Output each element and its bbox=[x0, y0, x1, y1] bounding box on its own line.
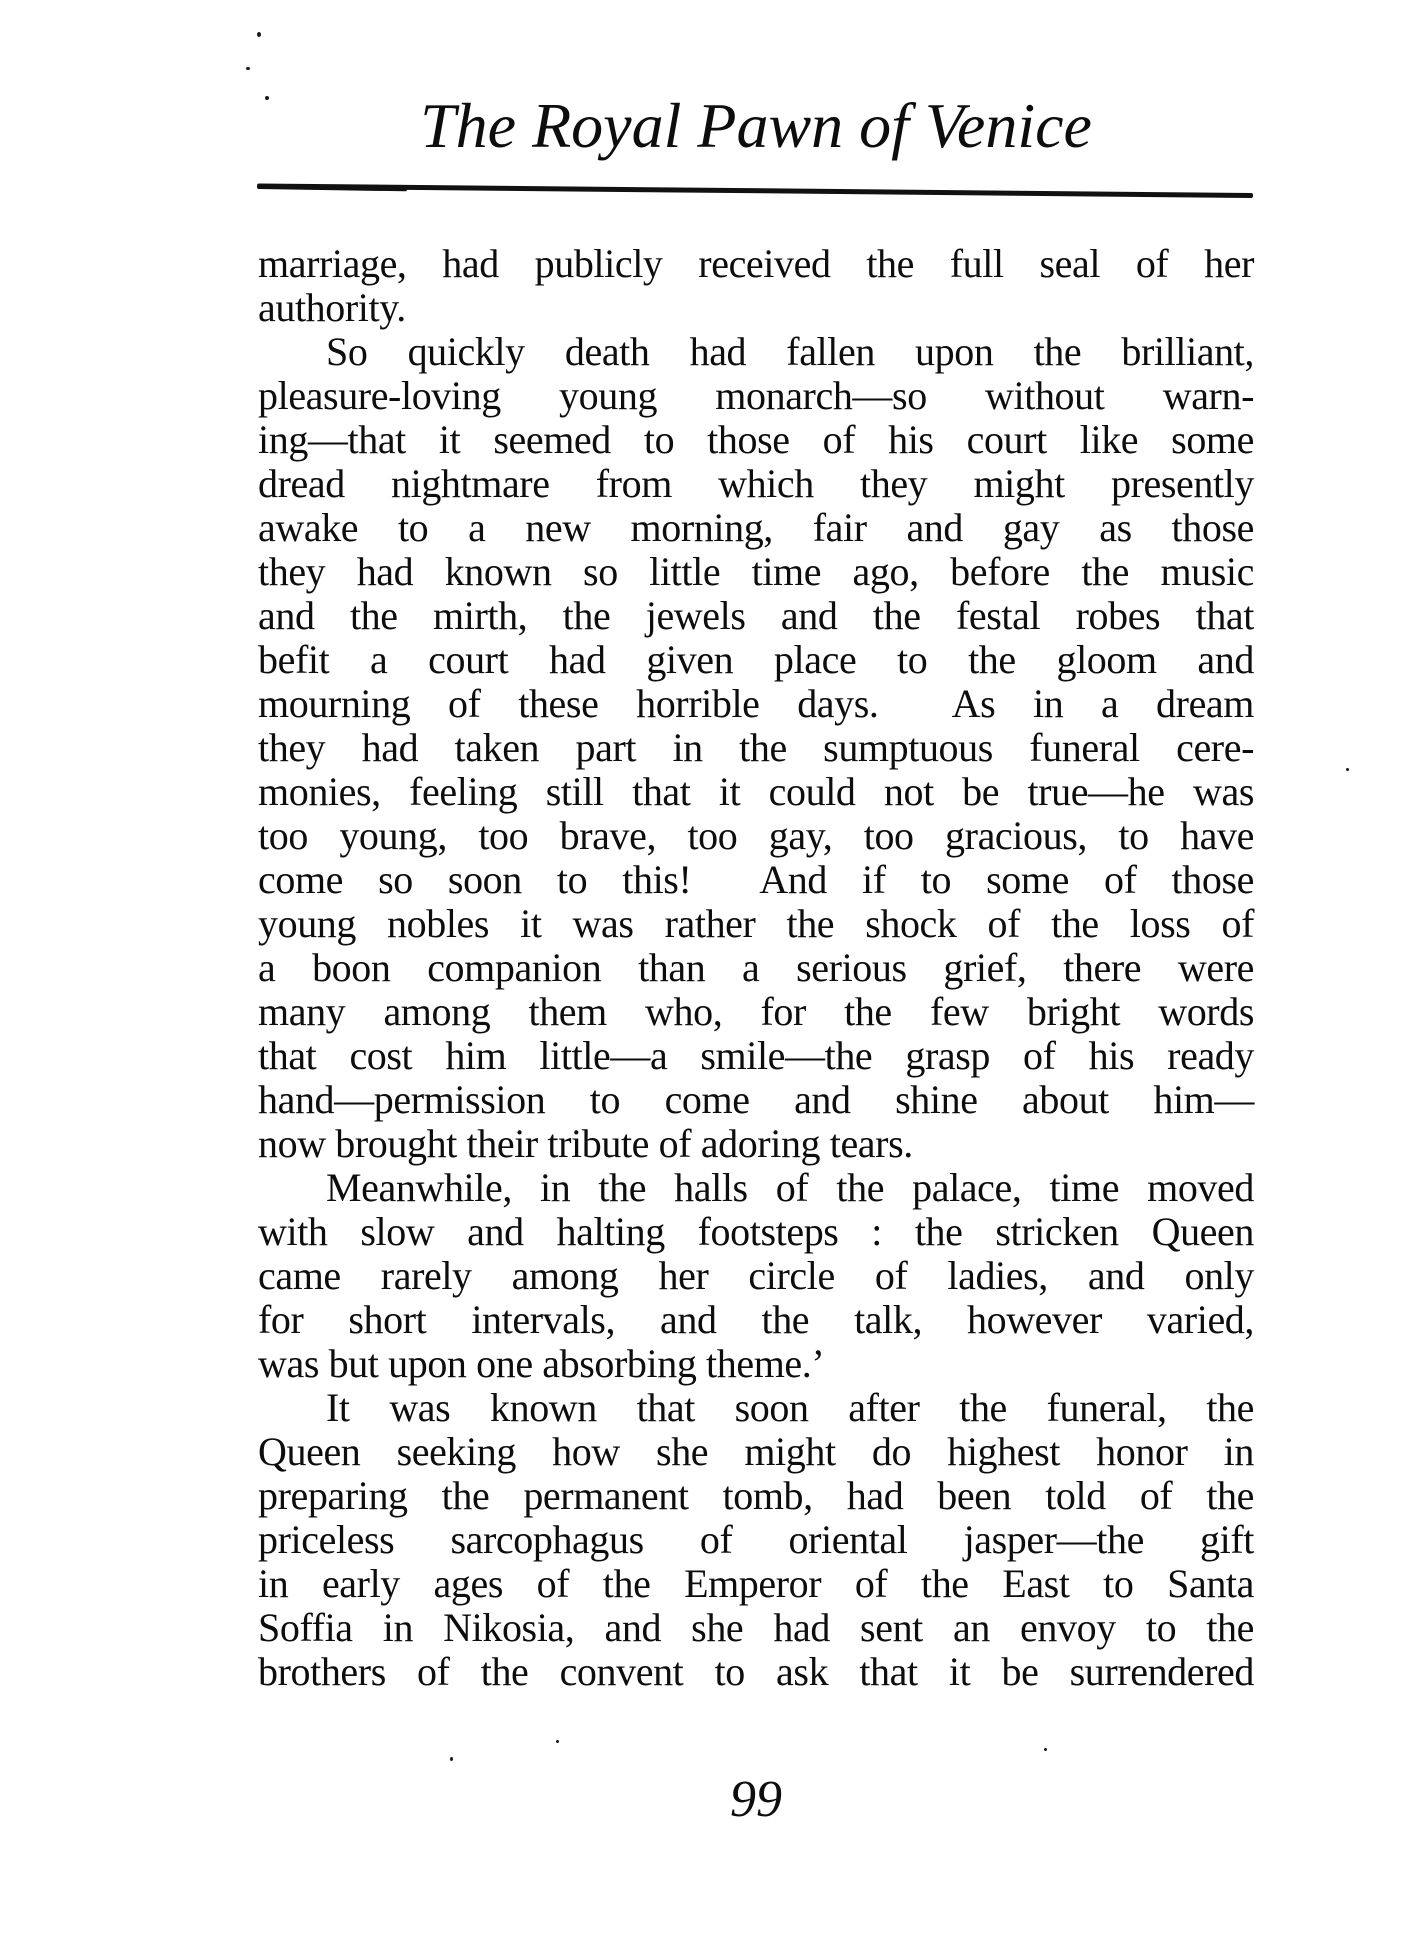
text-line: and the mirth, the jewels and the festal robes that bbox=[258, 593, 1254, 638]
text-line: now brought their tribute of adoring tears. bbox=[258, 1121, 913, 1166]
text-line: came rarely among her circle of ladies, and only bbox=[258, 1253, 1254, 1298]
text-line: awake to a new morning, fair and gay as those bbox=[258, 505, 1254, 550]
text-line: in early ages of the Emperor of the East to Santa bbox=[258, 1561, 1254, 1606]
text-line: too young, too brave, too gay, too gracious, to have bbox=[258, 813, 1254, 858]
text-line: So quickly death had fallen upon the brilliant, bbox=[326, 329, 1254, 374]
text-line: pleasure-loving young monarch—so without warn- bbox=[258, 373, 1254, 418]
text-line: dread nightmare from which they might presently bbox=[258, 461, 1254, 506]
text-line: priceless sarcophagus of oriental jasper—the gift bbox=[258, 1517, 1254, 1562]
running-header-title: The Royal Pawn of Venice bbox=[420, 90, 1092, 161]
text-line: a boon companion than a serious grief, there were bbox=[258, 945, 1254, 990]
scan-speck bbox=[556, 1740, 559, 1743]
text-line: was but upon one absorbing theme.’ bbox=[258, 1341, 825, 1386]
scan-speck bbox=[1346, 768, 1349, 771]
scan-speck bbox=[265, 96, 269, 100]
text-line: come so soon to this! And if to some of those bbox=[258, 857, 1254, 902]
text-line: they had known so little time ago, before the music bbox=[258, 549, 1254, 594]
scan-speck bbox=[450, 1757, 453, 1761]
text-line: that cost him little—a smile—the grasp of his ready bbox=[258, 1033, 1254, 1078]
text-line: brothers of the convent to ask that it be surrendered bbox=[258, 1649, 1254, 1694]
scan-speck bbox=[1044, 1748, 1047, 1751]
page-text bbox=[258, 242, 1254, 1694]
text-line: Queen seeking how she might do highest honor in bbox=[258, 1429, 1254, 1474]
text-line: Soffia in Nikosia, and she had sent an envoy to the bbox=[258, 1605, 1254, 1650]
scan-speck bbox=[246, 67, 250, 70]
text-line: marriage, had publicly received the full seal of her bbox=[258, 241, 1254, 286]
text-line: befit a court had given place to the gloom and bbox=[258, 637, 1254, 682]
page-number: 99 bbox=[730, 1771, 782, 1828]
text-line: monies, feeling still that it could not be true—he was bbox=[258, 769, 1254, 814]
text-line: ing—that it seemed to those of his court like some bbox=[258, 417, 1254, 462]
text-line: hand—permission to come and shine about him— bbox=[258, 1077, 1254, 1122]
text-line: Meanwhile, in the halls of the palace, time moved bbox=[326, 1165, 1254, 1210]
text-line: young nobles it was rather the shock of the loss of bbox=[258, 901, 1254, 946]
text-line: for short intervals, and the talk, however varied, bbox=[258, 1297, 1254, 1342]
text-line: It was known that soon after the funeral, the bbox=[326, 1385, 1254, 1430]
text-line: mourning of these horrible days. As in a dream bbox=[258, 681, 1254, 726]
text-line: with slow and halting footsteps : the stricken Queen bbox=[258, 1209, 1254, 1254]
text-line: many among them who, for the few bright words bbox=[258, 989, 1254, 1034]
text-line: preparing the permanent tomb, had been told of the bbox=[258, 1473, 1254, 1518]
scan-speck bbox=[257, 32, 261, 37]
text-line: they had taken part in the sumptuous funeral cere- bbox=[258, 725, 1254, 770]
header-rule bbox=[257, 183, 1253, 198]
text-line: authority. bbox=[258, 285, 406, 330]
